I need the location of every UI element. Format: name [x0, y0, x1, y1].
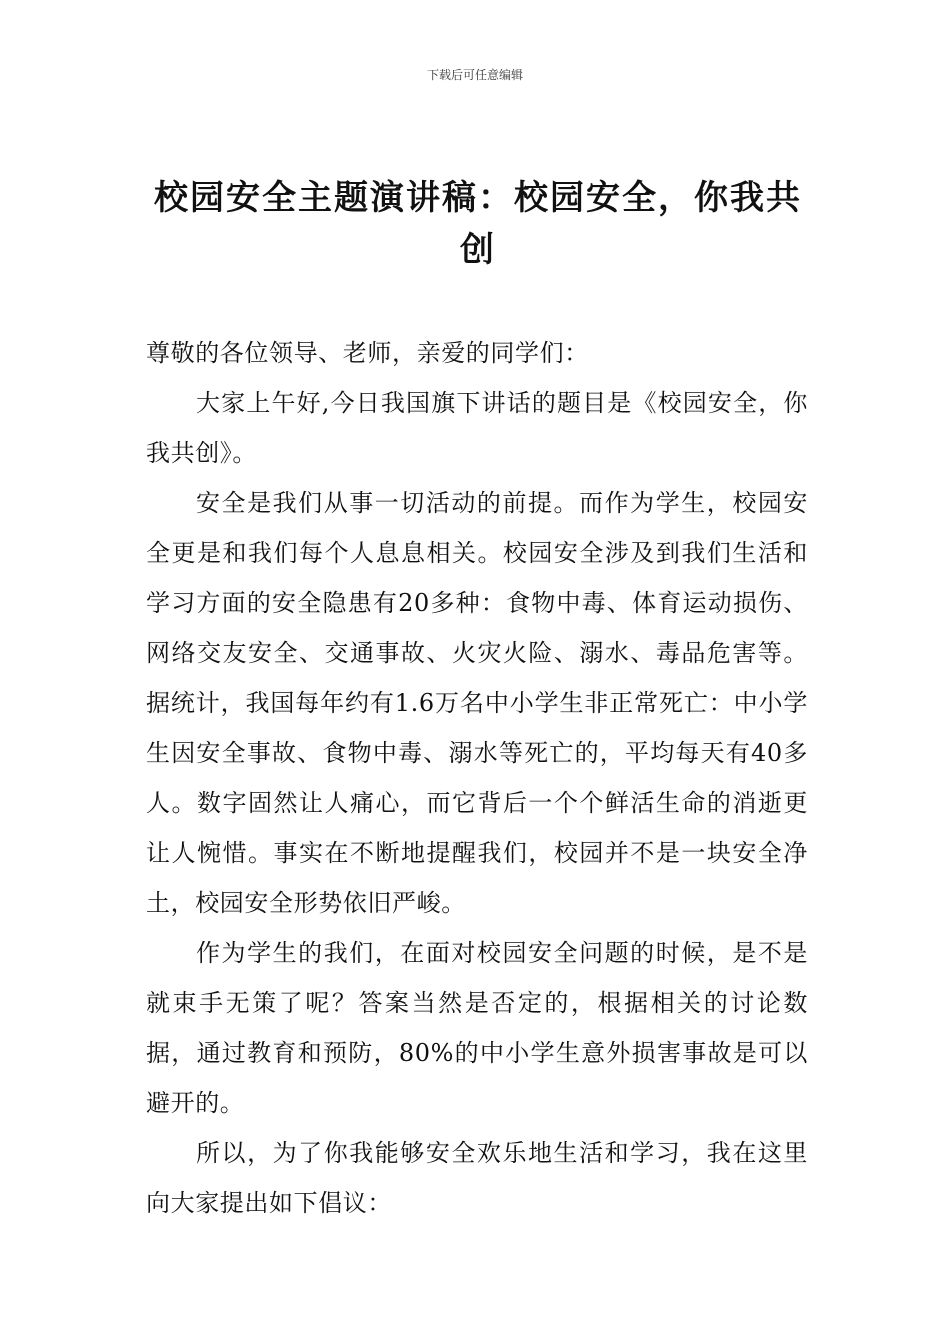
paragraph-greeting: 大家上午好,今日我国旗下讲话的题目是《校园安全，你我共创》。	[146, 389, 808, 467]
salutation: 尊敬的各位领导、老师，亲爱的同学们：	[146, 339, 589, 367]
document-body	[146, 328, 808, 1228]
document-title: 校园安全主题演讲稿：校园安全，你我共创	[154, 178, 802, 270]
paragraph-safety-risks: 安全是我们从事一切活动的前提。而作为学生，校园安全更是和我们每个人息息相关。校园安全涉及到我们生活和学习方面的安全隐患有20多种：食物中毒、体育运动损伤、网络交友安全、交通事故、火灾火险、溺水、毒品危害等。据统计，我国每年约有1.6万名中小学生非正常死亡：中小学生因安全事故、食物中毒、溺水等死亡的，平均每天有40多人。数字固然让人痛心，而它背后一个个鲜活生命的消逝更让人惋惜。事实在不断地提醒我们，校园并不是一块安全净土，校园安全形势依旧严峻。	[146, 489, 808, 917]
header-note: 下载后可任意编辑	[426, 68, 523, 82]
paragraph-proposal: 所以，为了你我能够安全欢乐地生活和学习，我在这里向大家提出如下倡议：	[146, 1139, 808, 1217]
paragraph-prevention: 作为学生的我们，在面对校园安全问题的时候，是不是就束手无策了呢？答案当然是否定的，根据相关的讨论数据，通过教育和预防，80%的中小学生意外损害事故是可以避开的。	[146, 939, 808, 1117]
